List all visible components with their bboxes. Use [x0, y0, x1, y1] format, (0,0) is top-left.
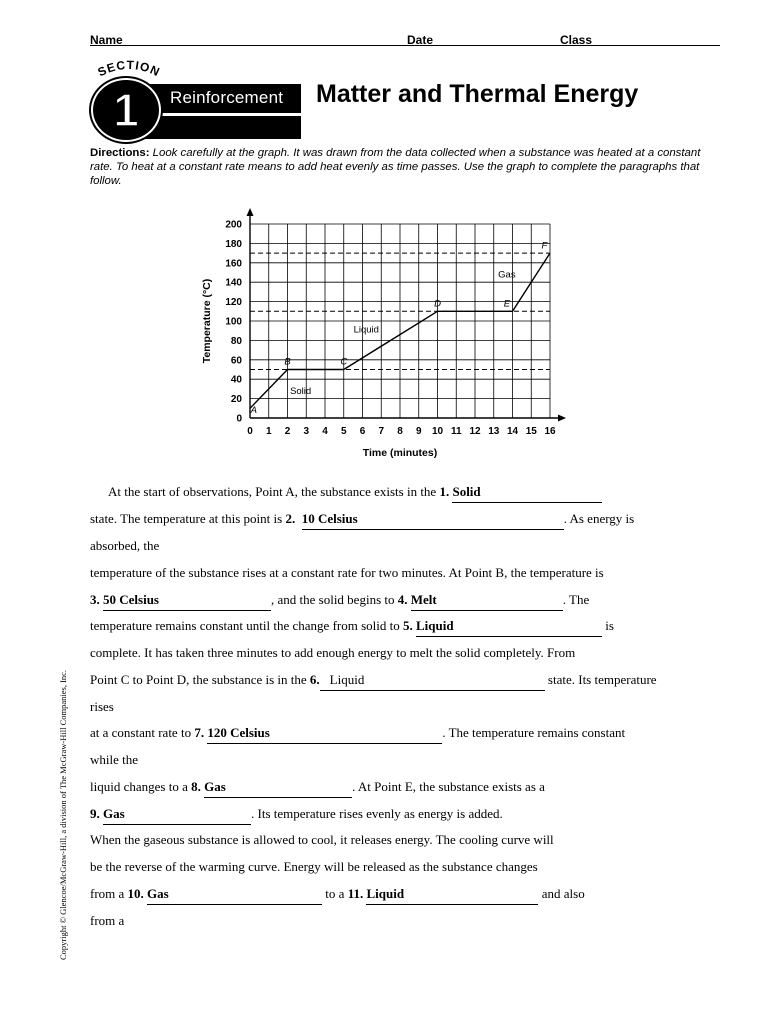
y-tick-label: 140 — [225, 277, 242, 289]
passage-text: absorbed, the — [90, 538, 160, 553]
passage-text: be the reverse of the warming curve. Energy will be released as the substance changes — [90, 859, 538, 874]
passage-text: from a — [90, 886, 128, 901]
x-tick-label: 12 — [469, 426, 481, 437]
question-number: 8. — [191, 779, 201, 794]
x-tick-label: 11 — [450, 426, 462, 437]
question-number: 9. — [90, 806, 100, 821]
heating-curve-chart — [196, 208, 576, 468]
passage-line — [90, 723, 720, 744]
passage-line — [90, 670, 720, 691]
x-tick-label: 9 — [415, 426, 422, 437]
answer-blank[interactable] — [452, 482, 602, 503]
passage-text: is — [602, 618, 614, 633]
x-tick-label: 5 — [340, 426, 347, 437]
answer-blank[interactable] — [204, 777, 352, 798]
section-logo-word — [89, 59, 169, 83]
section-logo-number: 1 — [113, 84, 139, 136]
point-label: A — [250, 405, 257, 417]
question-number: 11. — [347, 886, 364, 901]
y-tick-label: 80 — [230, 335, 242, 347]
answer-blank[interactable] — [411, 590, 563, 611]
passage-text: . The — [562, 592, 590, 607]
region-label: Solid — [290, 385, 312, 397]
point-label: F — [541, 240, 548, 252]
answer-text: 50 Celsius — [103, 592, 159, 607]
answer-blank[interactable] — [416, 616, 602, 637]
question-number: 2. — [285, 511, 296, 526]
passage-line — [90, 830, 720, 850]
answer-text: Liquid — [416, 618, 454, 633]
y-tick-label: 0 — [236, 413, 242, 425]
date-label: Date — [407, 33, 434, 47]
y-tick-label: 200 — [225, 219, 242, 231]
passage-text: Point C to Point D, the substance is in the — [90, 672, 310, 687]
x-tick-label: 14 — [506, 426, 519, 437]
class-label: Class — [560, 33, 593, 47]
answer-text: Gas — [147, 886, 169, 901]
y-tick-label: 40 — [230, 374, 242, 386]
answer-text: Solid — [452, 484, 481, 499]
question-number: 7. — [194, 725, 205, 740]
passage-line — [90, 536, 720, 556]
passage-line — [90, 857, 720, 877]
y-tick-label: 60 — [230, 355, 242, 367]
passage-text: , and the solid begins to — [271, 592, 398, 607]
x-axis-label: Time (minutes) — [362, 447, 438, 459]
passage-text: . As energy is — [563, 511, 635, 526]
y-tick-label: 20 — [230, 394, 242, 406]
passage-line — [90, 590, 720, 611]
y-tick-label: 160 — [225, 258, 242, 270]
passage-line — [90, 697, 720, 717]
directions-text: Look carefully at the graph. It was drawn from the data collected when a substance was heated at a constant rate. To heat at a constant rate means to add heat evenly as time passes. Use the graph to complete the paragraphs that follow. — [90, 147, 701, 187]
y-tick-label: 120 — [225, 297, 242, 309]
passage-text: rises — [90, 699, 114, 714]
question-number: 3. — [90, 592, 100, 607]
passage-text: . At Point E, the substance exists as a — [352, 779, 545, 794]
x-tick-label: 15 — [525, 426, 537, 437]
passage-text: temperature remains constant until the change from solid to — [90, 618, 403, 633]
section-logo-word-text: SECTION — [95, 59, 163, 80]
passage-text: while the — [90, 752, 139, 767]
question-number: 6. — [309, 672, 320, 687]
question-number: 5. — [403, 618, 413, 633]
region-label: Liquid — [353, 324, 379, 336]
passage-line — [90, 911, 720, 931]
answer-text: Gas — [103, 806, 125, 821]
x-tick-label: 6 — [359, 426, 366, 437]
section-logo-banner-text: Reinforcement — [170, 88, 284, 107]
question-number: 1. — [439, 484, 450, 499]
y-tick-label: 180 — [225, 238, 242, 250]
answer-text: 10 Celsius — [301, 511, 358, 526]
x-tick-label: 7 — [378, 426, 385, 437]
answer-blank[interactable] — [366, 884, 538, 905]
passage-line — [90, 509, 720, 530]
point-label: B — [284, 356, 291, 368]
answer-text: 120 Celsius — [207, 725, 270, 740]
passage-line — [90, 482, 720, 503]
x-axis-arrow — [558, 415, 566, 422]
passage-text: state. Its temperature — [544, 672, 657, 687]
x-tick-label: 13 — [488, 426, 500, 437]
svg-text:SECTION — [95, 59, 162, 79]
passage-text: and also — [538, 886, 585, 901]
copyright-notice: Copyright © Glencoe/McGraw-Hill, a division of The McGraw-Hill Companies, Inc. — [58, 669, 68, 960]
passage-text: complete. It has taken three minutes to add enough energy to melt the solid completely. From — [90, 645, 576, 660]
passage-text: liquid changes to a — [90, 779, 192, 794]
passage-text: state. The temperature at this point is — [90, 511, 286, 526]
passage-line — [90, 804, 720, 825]
x-tick-label: 2 — [284, 426, 291, 437]
passage-text: from a — [90, 913, 125, 928]
passage-line — [90, 884, 720, 905]
answer-blank[interactable] — [103, 804, 251, 825]
directions-label: Directions: — [90, 147, 150, 159]
point-label: D — [434, 298, 441, 310]
page-title: Matter and Thermal Energy — [316, 80, 639, 108]
question-number: 4. — [397, 592, 408, 607]
point-label: E — [503, 298, 511, 310]
passage-line — [90, 563, 720, 583]
question-number: 10. — [127, 886, 144, 901]
passage-text: at a constant rate to — [90, 725, 195, 740]
passage-text: . Its temperature rises evenly as energy is added. — [251, 806, 503, 821]
passage-text: to a — [322, 886, 348, 901]
passage-line — [90, 777, 720, 798]
x-tick-label: 16 — [544, 426, 556, 437]
passage-text: temperature of the substance rises at a constant rate for two minutes. At Point B, the temperature is — [90, 565, 604, 580]
name-label: Name — [90, 33, 123, 47]
answer-text: Melt — [410, 592, 437, 607]
point-label: C — [340, 356, 348, 368]
answer-blank[interactable] — [302, 509, 564, 530]
y-axis-arrow — [247, 208, 254, 216]
x-tick-label: 4 — [322, 426, 328, 437]
passage-line — [90, 616, 720, 637]
x-tick-label: 1 — [265, 426, 272, 437]
passage-line — [90, 750, 720, 770]
answer-text: Gas — [204, 779, 226, 794]
directions — [90, 146, 710, 188]
x-tick-label: 8 — [397, 426, 403, 437]
answer-blank[interactable] — [320, 670, 545, 691]
y-tick-label: 100 — [225, 316, 242, 328]
passage-text: When the gaseous substance is allowed to cool, it releases energy. The cooling curve will — [90, 832, 554, 847]
answer-text: Liquid — [329, 672, 365, 687]
answer-blank[interactable] — [207, 723, 442, 744]
x-tick-label: 0 — [247, 426, 253, 437]
answer-blank[interactable] — [103, 590, 271, 611]
region-label: Gas — [498, 269, 516, 281]
answer-text: Liquid — [366, 886, 405, 901]
passage-text: At the start of observations, Point A, the substance exists in the — [108, 484, 440, 499]
answer-blank[interactable] — [147, 884, 322, 905]
x-tick-label: 3 — [303, 426, 310, 437]
header-rule — [90, 45, 720, 46]
passage-text: . The temperature remains constant — [442, 725, 626, 740]
passage-line — [90, 643, 720, 663]
x-tick-label: 10 — [431, 426, 444, 437]
y-axis-label: Temperature (°C) — [201, 278, 213, 364]
